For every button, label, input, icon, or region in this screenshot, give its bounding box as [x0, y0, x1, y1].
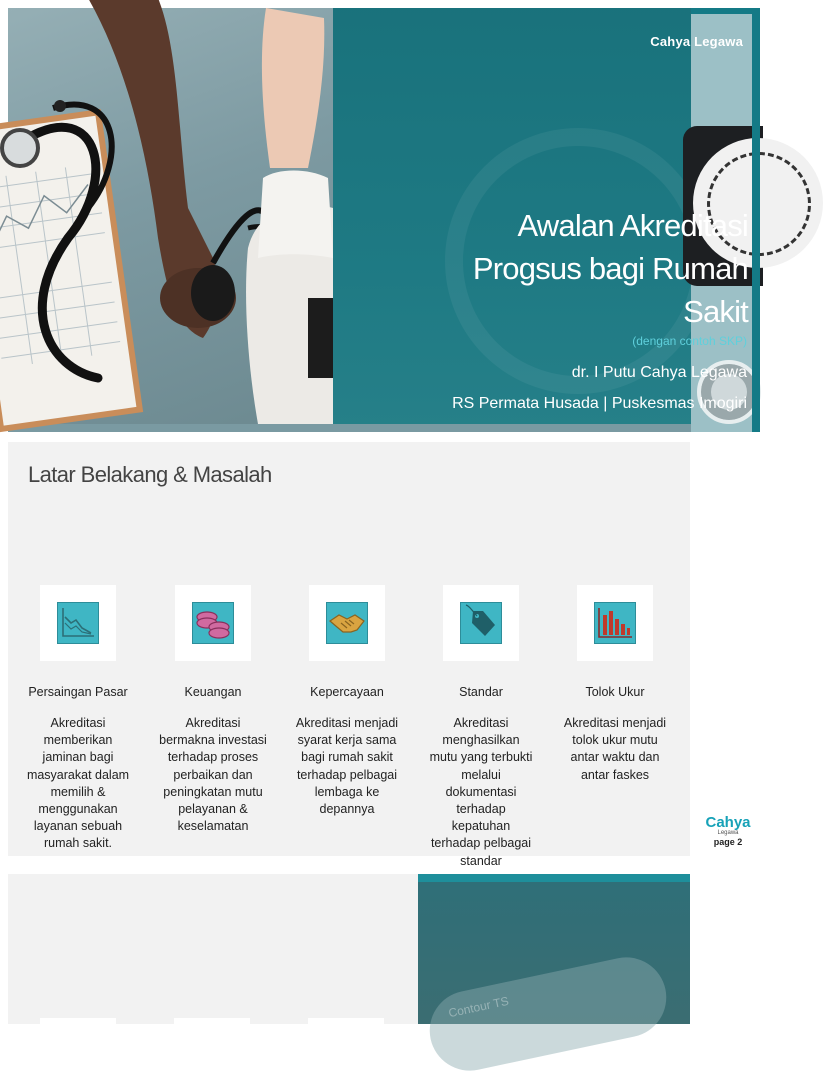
device-photo	[418, 874, 690, 1024]
icon-tile	[40, 585, 116, 661]
topic-label: Tolok Ukur	[585, 685, 645, 699]
topic-description: Akreditasi memberikan jaminan bagi masyarakat dalam memilih & menggunakan layanan sebuah rumah sakit.	[26, 716, 130, 851]
topic-description: Akreditasi menjadi tolok ukur mutu antar waktu dan antar faskes	[563, 716, 667, 782]
icon-tile	[174, 1018, 250, 1030]
topic-label: Keuangan	[184, 685, 242, 699]
content-slide	[8, 442, 690, 868]
icon-tile	[40, 1018, 116, 1030]
next-slide-preview	[8, 874, 690, 1024]
chart-decline-icon	[57, 602, 99, 644]
topic-label: Standar	[459, 685, 503, 699]
accent-bar	[691, 8, 760, 14]
topic-column	[421, 585, 541, 870]
icon-tile	[443, 585, 519, 661]
page-number: page 2	[713, 837, 743, 847]
accent-edge	[752, 8, 760, 432]
coins-icon	[192, 602, 234, 644]
stethoscope-photo	[8, 8, 333, 424]
slide-title: Latar Belakang & Masalah	[28, 462, 272, 487]
topic-column	[555, 585, 675, 784]
handshake-icon	[326, 602, 368, 644]
brand-logo	[702, 814, 754, 847]
icon-tile	[309, 585, 385, 661]
photo-watermark-text: Contour TS	[447, 993, 510, 1021]
topic-column	[287, 585, 407, 818]
brand-name: Cahya Legawa	[650, 34, 743, 49]
logo-name: Cahya	[705, 814, 751, 831]
icon-tile	[577, 585, 653, 661]
icon-tile	[175, 585, 251, 661]
author-name: dr. I Putu Cahya Legawa	[571, 364, 747, 381]
topic-label: Persaingan Pasar	[28, 685, 128, 699]
title-slide	[8, 8, 760, 432]
topic-description: Akreditasi menghasilkan mutu yang terbukti melalui dokumentasi terhadap kepatuhan terhadap pelbagai standar	[429, 716, 533, 868]
topic-description: Akreditasi menjadi syarat kerja sama bagi rumah sakit terhadap pelbagai lembaga ke depannya	[295, 716, 399, 817]
topic-column	[18, 585, 138, 853]
slide-title: Awalan Akreditasi Progsus bagi Rumah Sakit	[472, 208, 748, 329]
organization-name: RS Permata Husada | Puskesmas Imogiri	[452, 395, 747, 412]
medical-photo-illustration	[8, 8, 333, 424]
icon-tile	[308, 1018, 384, 1030]
logo-subtext: Legawa	[717, 830, 739, 836]
tag-icon	[460, 602, 502, 644]
bar-chart-icon	[594, 602, 636, 644]
topic-column	[153, 585, 273, 835]
topic-description: Akreditasi bermakna investasi terhadap proses perbaikan dan peningkatan mutu pelayanan & keselamatan	[159, 716, 267, 834]
slide-subtitle: (dengan contoh SKP)	[632, 334, 747, 348]
topic-label: Kepercayaan	[310, 685, 384, 699]
